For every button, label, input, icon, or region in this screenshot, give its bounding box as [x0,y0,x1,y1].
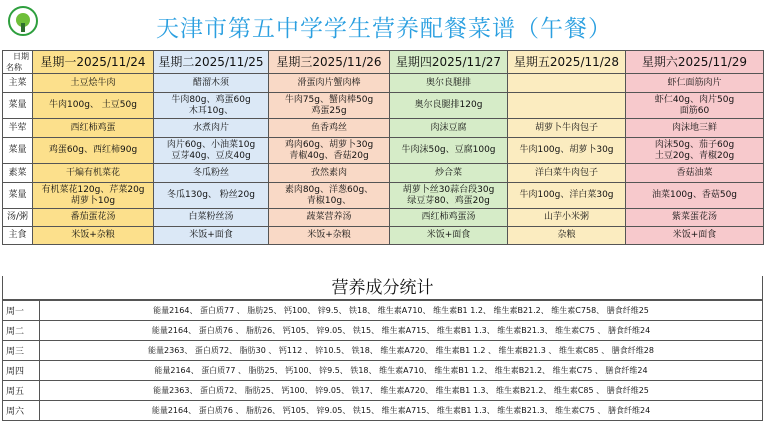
menu-cell-mon: 番茄蛋花汤 [33,209,154,227]
row-label: 菜量 [3,138,33,164]
nutrition-day: 周五 [3,381,40,401]
menu-row [3,164,764,183]
menu-cell-fri: 杂粮 [508,227,626,245]
corner-cell [3,51,33,74]
row-label: 菜量 [3,93,33,119]
nutrition-day: 周一 [3,301,40,321]
nutrition-values: 能量2164、 蛋白质76 、 脂肪26、 钙105、 锌9.05、 铁15、 维生素A715、 维生素B1 1.3、 维生素B21.3、 维生素C75 、 膳食纤维24 [40,321,763,341]
corner-date-label: 日期 [13,52,29,61]
menu-cell-fri: 胡萝卜牛肉包子 [508,119,626,138]
corner-name-label: 名称 [6,63,22,72]
row-label: 汤/粥 [3,209,33,227]
nutrition-day: 周六 [3,401,40,421]
menu-cell-mon: 干煸有机菜花 [33,164,154,183]
menu-cell-sat: 油菜100g、香菇50g [626,183,764,209]
menu-cell-tue: 冬瓜粉丝 [154,164,269,183]
menu-cell-wed: 鸡肉60g、胡萝卜30g 青椒40g、香菇20g [269,138,390,164]
menu-cell-mon: 土豆烩牛肉 [33,74,154,93]
menu-cell-mon: 米饭+杂粮 [33,227,154,245]
row-label: 半荤 [3,119,33,138]
menu-cell-thu: 米饭+面食 [390,227,508,245]
menu-cell-thu: 炒合菜 [390,164,508,183]
menu-cell-thu: 西红柿鸡蛋汤 [390,209,508,227]
day-header-mon: 星期一2025/11/24 [33,51,154,74]
day-header-wed: 星期三2025/11/26 [269,51,390,74]
menu-cell-fri [508,74,626,93]
header [0,0,768,45]
menu-cell-sat: 肉沫地三鲜 [626,119,764,138]
menu-cell-mon: 鸡蛋60g、西红柿90g [33,138,154,164]
menu-cell-sat: 紫菜蛋花汤 [626,209,764,227]
menu-cell-fri: 牛肉100g、胡萝卜30g [508,138,626,164]
day-header-sat: 星期六2025/11/29 [626,51,764,74]
day-header-thu: 星期四2025/11/27 [390,51,508,74]
menu-cell-wed: 素肉80g、洋葱60g、 青椒10g、 [269,183,390,209]
menu-row [3,138,764,164]
nutrition-title: 营养成分统计 [2,276,763,300]
nutrition-values: 能量2164、 蛋白质77 、 脂肪25、 钙100、 锌9.5、 铁18、 维生素A710、 维生素B1 1.2、 维生素B21.2、 维生素C758、 膳食纤维25 [40,301,763,321]
menu-row [3,119,764,138]
nutrition-table [2,300,763,421]
menu-cell-fri: 洋白菜牛肉包子 [508,164,626,183]
menu-cell-wed: 孜然素肉 [269,164,390,183]
nutrition-values: 能量2363、 蛋白质72、 脂肪30 、 钙112 、 锌10.5、 铁18、 维生素A720、 维生素B1 1.2 、 维生素B21.3 、 维生素C85 、 膳食纤维28 [40,341,763,361]
nutrition-row [3,401,763,421]
row-label: 菜量 [3,183,33,209]
nutrition-row [3,361,763,381]
menu-row [3,209,764,227]
page-title: 天津市第五中学学生营养配餐菜谱（午餐） [156,16,612,42]
menu-row [3,74,764,93]
nutrition-section [2,276,763,421]
menu-cell-thu: 牛肉沫50g、豆腐100g [390,138,508,164]
row-label: 素菜 [3,164,33,183]
day-header-fri: 星期五2025/11/28 [508,51,626,74]
row-label: 主菜 [3,74,33,93]
menu-cell-thu: 胡萝卜丝30蒜台段30g 绿豆芽80、鸡蛋20g [390,183,508,209]
menu-cell-thu: 奥尔良腿排 [390,74,508,93]
menu-cell-wed: 牛肉75g、蟹肉棒50g 鸡蛋25g [269,93,390,119]
day-header-tue: 星期二2025/11/25 [154,51,269,74]
menu-cell-sat: 虾仁40g、肉片50g 面筋60 [626,93,764,119]
nutrition-row [3,381,763,401]
menu-cell-tue: 牛肉80g、鸡蛋60g 木耳10g、 [154,93,269,119]
menu-row [3,227,764,245]
nutrition-day: 周二 [3,321,40,341]
nutrition-row [3,301,763,321]
menu-table [2,50,764,245]
menu-cell-wed: 滑蛋肉片蟹肉棒 [269,74,390,93]
menu-row [3,183,764,209]
nutrition-row [3,341,763,361]
menu-cell-mon: 西红柿鸡蛋 [33,119,154,138]
nutrition-body [3,301,763,421]
row-label: 主食 [3,227,33,245]
menu-cell-fri: 牛肉100g、洋白菜30g [508,183,626,209]
nutrition-values: 能量2164、 蛋白质76 、 脂肪26、 钙105、 锌9.05、 铁15、 维生素A715、 维生素B1 1.3、 维生素B21.3、 维生素C75 、 膳食纤维24 [40,401,763,421]
menu-cell-tue: 冬瓜130g、 粉丝20g [154,183,269,209]
menu-cell-wed: 米饭+杂粮 [269,227,390,245]
menu-cell-tue: 米饭+面食 [154,227,269,245]
menu-cell-mon: 有机菜花120g、芹菜20g 胡萝卜10g [33,183,154,209]
nutrition-values: 能量2164、 蛋白质77 、 脂肪25、 钙100、 锌9.5、 铁18、 维生素A710、 维生素B1 1.2、 维生素B21.2、 维生素C75 、 膳食纤维24 [40,361,763,381]
menu-cell-tue: 醋溜木须 [154,74,269,93]
menu-row [3,93,764,119]
menu-cell-fri [508,93,626,119]
days-header-row [3,51,764,74]
menu-cell-mon: 牛肉100g、 土豆50g [33,93,154,119]
menu-cell-sat: 米饭+面食 [626,227,764,245]
menu-cell-thu: 肉沫豆腐 [390,119,508,138]
menu-cell-sat: 香菇油菜 [626,164,764,183]
menu-cell-wed: 蔬菜营养汤 [269,209,390,227]
nutrition-day: 周三 [3,341,40,361]
menu-cell-wed: 鱼香鸡丝 [269,119,390,138]
nutrition-day: 周四 [3,361,40,381]
menu-cell-sat: 虾仁面筋肉片 [626,74,764,93]
menu-cell-tue: 白菜粉丝汤 [154,209,269,227]
menu-cell-tue: 肉片60g、小油菜10g 豆芽40g、豆皮40g [154,138,269,164]
menu-cell-thu: 奥尔良腿排120g [390,93,508,119]
menu-cell-fri: 山芋小米粥 [508,209,626,227]
nutrition-values: 能量2363、 蛋白质72、 脂肪25、 钙100、 锌9.05、 铁17、 维生素A720、 维生素B1 1.3、 维生素B21.2、 维生素C85 、 膳食纤维25 [40,381,763,401]
menu-cell-sat: 肉沫50g、茄子60g 土豆20g、青椒20g [626,138,764,164]
nutrition-row [3,321,763,341]
menu-cell-tue: 水煮肉片 [154,119,269,138]
menu-body [3,74,764,245]
